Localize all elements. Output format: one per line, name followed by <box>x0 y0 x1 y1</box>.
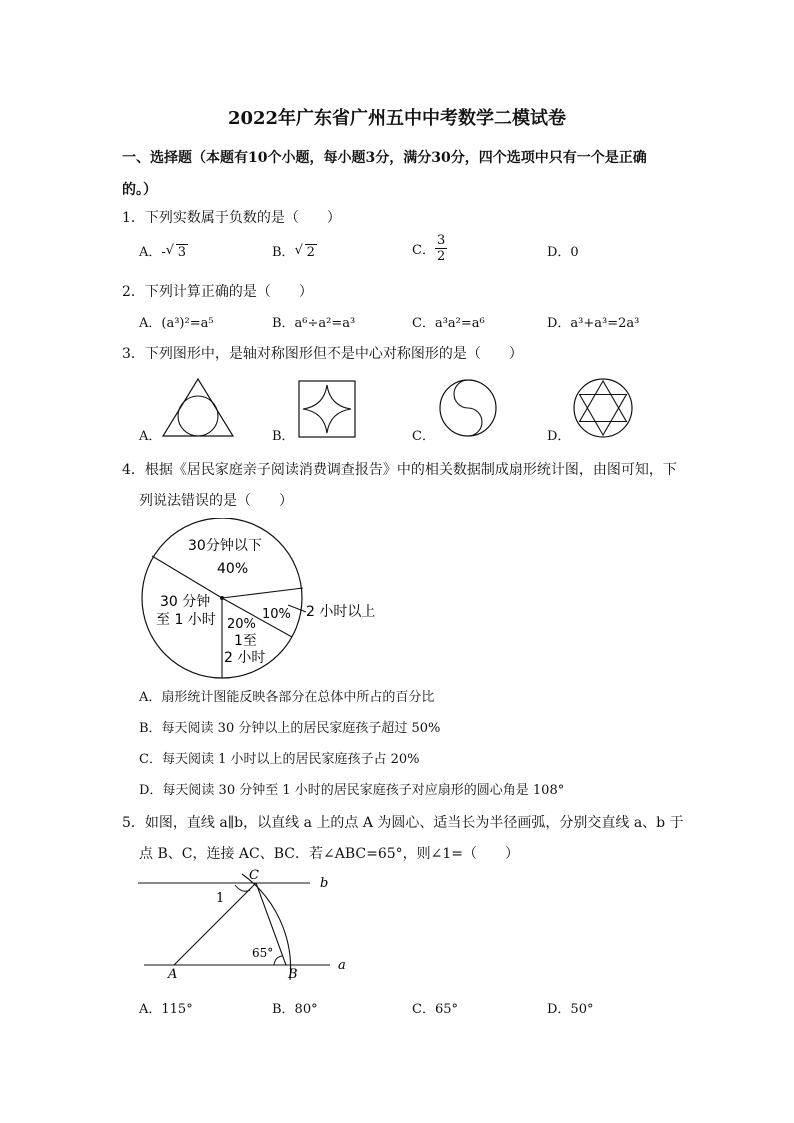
line-a-label: a <box>338 958 346 973</box>
question-4-stem-line1: 4．根据《居民家庭亲子阅读消费调查报告》中的相关数据制成扇形统计图，由图可知，下 <box>122 462 677 478</box>
pie-slice-3-label-line2: 2 小时 <box>224 650 266 666</box>
q3-option-a-label: A． <box>139 429 162 444</box>
question-3-stem: 3．下列图形中，是轴对称图形但不是中心对称图形的是（ ） <box>122 346 523 362</box>
q1-option-a-label: A．- <box>139 245 166 260</box>
pie-slice-2-label-line1: 30 分钟 <box>160 594 211 610</box>
q5-option-b: B．80° <box>272 1002 318 1017</box>
q4-pie-chart <box>138 518 398 680</box>
section-heading-line2: 的。） <box>122 182 157 198</box>
q1-option-b <box>272 241 317 260</box>
q1-option-d: D．0 <box>547 245 579 260</box>
q5-geometry-figure <box>138 864 358 984</box>
q1-option-b-radicand: 2 <box>306 245 315 260</box>
sqrt-symbol: √ 3 <box>165 243 187 260</box>
q1-option-a-radicand: 3 <box>177 245 187 260</box>
q3-figure-d-hexagram <box>572 377 634 439</box>
q5-option-d: D．50° <box>547 1002 594 1017</box>
q3-figure-b-square-star <box>298 380 356 438</box>
q1-option-b-label: B． <box>272 245 295 260</box>
pie-slice-4-label: 2 小时以上 <box>306 604 376 620</box>
q3-figure-c-taiji <box>438 378 498 438</box>
question-4-stem-line2: 列说法错误的是（ ） <box>139 493 293 509</box>
point-b-label: B <box>288 967 298 982</box>
pie-slice-1-percent: 40% <box>217 561 249 577</box>
question-5-stem-line1: 5．如图，直线 a∥b，以直线 a 上的点 A 为圆心、适当长为半径画弧，分别交直线 a、b 于 <box>122 815 684 831</box>
q3-option-b-label: B． <box>272 429 295 444</box>
pie-slice-3-percent: 20% <box>227 617 256 632</box>
point-a-label: A <box>168 967 178 982</box>
q3-option-c-label: C． <box>412 429 435 444</box>
pie-slice-1-label: 30分钟以下 <box>188 538 262 554</box>
line-b-label: b <box>320 876 329 891</box>
q5-option-a: A．115° <box>139 1002 193 1017</box>
pie-slice-3-label-line1: 1至 <box>234 633 257 649</box>
point-c-label: C <box>249 868 259 883</box>
q2-option-b: B．a⁶÷a²=a³ <box>272 316 356 331</box>
sqrt-symbol: √ 2 <box>294 243 315 260</box>
q1-option-c-label: C． <box>412 243 435 258</box>
q1-option-c-denominator: 2 <box>436 249 446 264</box>
question-1-stem: 1．下列实数属于负数的是（ ） <box>122 210 341 226</box>
q1-option-c <box>412 233 447 264</box>
q3-figure-a-triangle-arcs <box>160 377 236 439</box>
angle-65-label: 65° <box>252 946 274 960</box>
q3-option-d-label: D． <box>547 429 571 444</box>
q2-option-a: A．(a³)²=a⁵ <box>139 316 214 331</box>
q2-option-c: C．a³a²=a⁶ <box>412 316 485 331</box>
q4-option-b: B．每天阅读 30 分钟以上的居民家庭孩子超过 50% <box>139 721 441 736</box>
q1-option-c-numerator: 3 <box>436 233 446 248</box>
question-2-stem: 2．下列计算正确的是（ ） <box>122 284 313 300</box>
page-title: 2022年广东省广州五中中考数学二模试卷 <box>227 108 567 129</box>
angle-1-label: 1 <box>216 891 225 906</box>
q4-option-c: C．每天阅读 1 小时以上的居民家庭孩子占 20% <box>139 752 420 767</box>
q1-option-a <box>139 241 188 260</box>
section-heading-line1: 一、选择题（本题有10个小题，每小题3分，满分30分，四个选项中只有一个是正确 <box>122 150 647 166</box>
q2-option-d: D．a³+a³=2a³ <box>547 316 640 331</box>
pie-slice-4-percent: 10% <box>262 607 291 622</box>
pie-slice-2-label-line2: 至 1 小时 <box>156 612 216 628</box>
fraction <box>435 233 447 264</box>
q4-option-a: A．扇形统计图能反映各部分在总体中所占的百分比 <box>139 690 435 705</box>
q5-option-c: C．65° <box>412 1002 458 1017</box>
q4-option-d: D．每天阅读 30 分钟至 1 小时的居民家庭孩子对应扇形的圆心角是 108° <box>139 783 565 798</box>
question-5-stem-line2: 点 B、C，连接 AC、BC．若∠ABC=65°，则∠1=（ ） <box>139 846 519 862</box>
